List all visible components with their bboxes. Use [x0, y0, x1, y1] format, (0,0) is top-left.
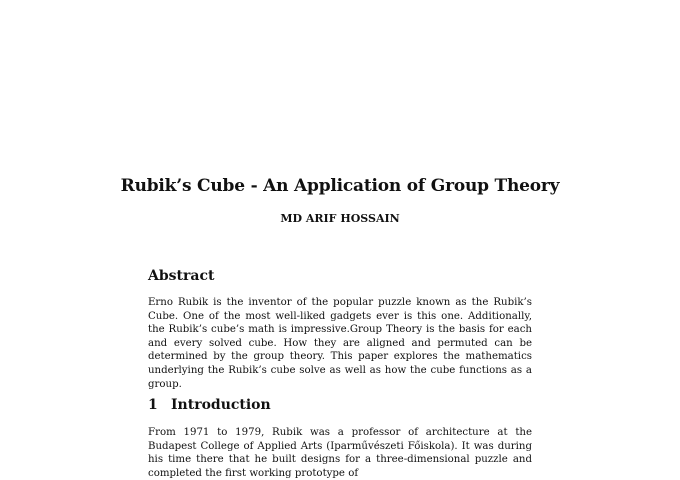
section-number: 1 — [148, 397, 158, 413]
paper-title: Rubik’s Cube - An Application of Group Theory — [120, 176, 560, 196]
paper-author: MD ARIF HOSSAIN — [280, 212, 400, 225]
section-heading-introduction — [148, 397, 271, 413]
section-title: Introduction — [171, 397, 271, 413]
abstract-heading: Abstract — [148, 268, 215, 284]
abstract-text: Erno Rubik is the inventor of the popular puzzle known as the Rubik’s Cube. One of the most well-liked gadgets ever is this one. Additionally, the Rubik’s cube’s math is impressive.Group Theory is the basis for each and every solved cube. How they are aligned and permuted can be determined by the group theory. This paper explores the mathematics underlying the Rubik’s cube solve as well as how the cube functions as a group. — [148, 297, 532, 390]
introduction-text: From 1971 to 1979, Rubik was a professor of architecture at the Budapest College of Applied Arts (Iparművészeti Főiskola). It was during his time there that he built designs for a three-dimensional puzzle and completed the first working prototype of — [148, 427, 532, 479]
